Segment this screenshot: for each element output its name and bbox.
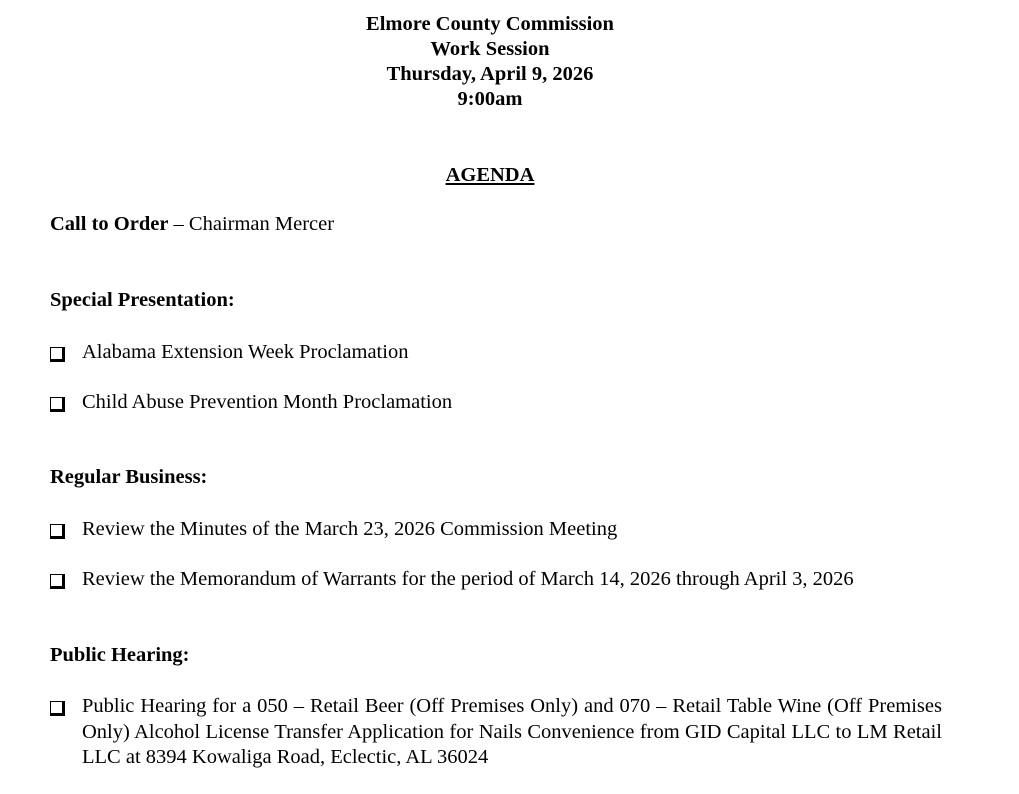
agenda-item-text: Alabama Extension Week Proclamation xyxy=(82,341,409,363)
checkbox-icon xyxy=(50,397,65,412)
agenda-item xyxy=(50,517,617,543)
call-to-order-separator: – xyxy=(168,213,189,235)
agenda-item xyxy=(50,390,452,416)
agenda-item xyxy=(50,694,942,771)
checkbox-icon xyxy=(50,574,65,589)
section-heading-regular-business: Regular Business: xyxy=(50,466,208,488)
section-heading-public-hearing: Public Hearing: xyxy=(50,644,190,666)
agenda-item-text: Review the Memorandum of Warrants for the period of March 14, 2026 through April 3, 2026 xyxy=(82,568,854,590)
call-to-order xyxy=(50,213,334,236)
document-header xyxy=(0,12,980,112)
call-to-order-label: Call to Order xyxy=(50,213,169,235)
agenda-item-text: Review the Minutes of the March 23, 2026 Commission Meeting xyxy=(82,518,618,540)
agenda-item xyxy=(50,567,854,593)
call-to-order-value: Chairman Mercer xyxy=(188,213,335,235)
meeting-time: 9:00am xyxy=(457,88,523,110)
org-name: Elmore County Commission xyxy=(366,13,614,35)
agenda-item-text: Child Abuse Prevention Month Proclamation xyxy=(82,391,453,413)
agenda-item-text: Public Hearing for a 050 – Retail Beer (Off Premises Only) and 070 – Retail Table Wine (Off Premises Only) Alcohol License Transfer Application for Nails Convenience from GID Capital LLC to LM Retail LLC at 8394 Kowaliga Road, Eclectic, AL 36024 xyxy=(82,695,942,768)
checkbox-icon xyxy=(50,347,65,362)
meeting-date: Thursday, April 9, 2026 xyxy=(386,63,594,85)
agenda-title: AGENDA xyxy=(445,164,535,186)
checkbox-icon xyxy=(50,524,65,539)
checkbox-icon xyxy=(50,701,65,716)
session-type: Work Session xyxy=(430,38,550,60)
agenda-item xyxy=(50,340,408,366)
section-heading-special-presentation: Special Presentation: xyxy=(50,289,235,311)
